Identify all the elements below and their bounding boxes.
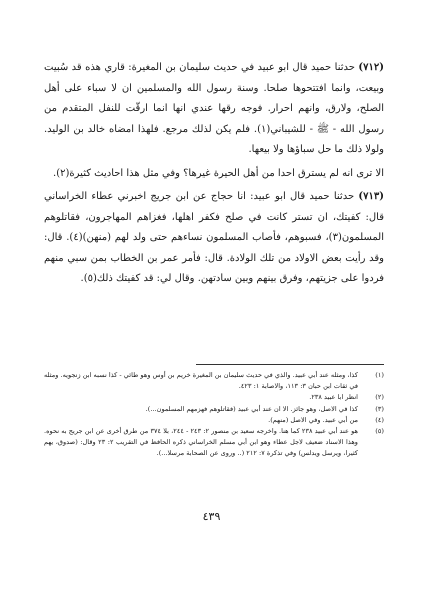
page-number: ٤٣٩ bbox=[202, 510, 221, 523]
footnote-number: (٢) bbox=[375, 393, 384, 402]
footnote-4 bbox=[44, 415, 384, 426]
footnote-2 bbox=[44, 392, 384, 403]
footnote-text: هو عند أبي عبيد ٢٣٨ كما هنا. واخرجه سعيد بن منصور ٢: ٢٤٣ - ٢٤٤، بلا ٣٧٤ من طرق أخرى عن ابن جريج به نحوه. وهذا الاسناد ضعيف لاجل عطاء وهو ابن أبي مسلم الخراساني ذكره الحافظ في التقريب ٢: ٢٣ وقال: (صدوق، يهم كثيرا، ويرسل ويدلس) وفي تذكرة ٧: ٢١٢ (.. وروى عن الصحابة مرسلا...). bbox=[44, 427, 358, 458]
footnote-number: (٣) bbox=[375, 404, 384, 413]
hadith-text: حدثنا حميد قال ابو عبيد: انا حجاج عن ابن جريج اخبرني عطاء الخراساني قال: كفيتك، ان تستر كانت في صلح فكفر اهلها، فغزاهم المهاجرون، فقاتلوهم المسلمون(٣)، فسبوهم، فأصاب المسلمون نساءهم حتى ولد لهم (منهن)(٤). قال: وقد رأيت بعض الاولاد من تلك الولادة. قال: فأمر عمر بن الخطاب بمن سبي منهم فردوا على جزيتهم، وفرق بينهم وبين سادتهن. وقال لي: قد كفيتك ذلك(٥). bbox=[44, 191, 384, 284]
hadith-text: حدثنا حميد قال ابو عبيد في حديث سليمان بن المغيرة: قاري هذه قد سُبيت وبيعت، وانما افتتحوها صلحا. وسنة رسول الله والمسلمين ان لا سباء على أهل الصلح، ولارق، وانهم احرار. فوجه رقها عندي انها انما ارقّت للنفل المتقدم من رسول الله - ﷺ - للشيباني(١). فلم يكن لذلك مرجع. فلهذا امضاه خالد بن الوليد. ولولا ذلك ما حل سباؤها ولا بيعها. bbox=[44, 62, 385, 155]
footnote-number: (٥) bbox=[375, 427, 384, 436]
hadith-number: (٧١٢) bbox=[358, 62, 384, 73]
footnote-3 bbox=[44, 404, 384, 415]
footnote-text: انظر ابا عبيد ٢٣٨. bbox=[309, 393, 358, 402]
main-text bbox=[44, 58, 384, 290]
footnote-divider bbox=[196, 364, 384, 365]
footnote-text: من أبي عبيد. وفي الاصل (منهم). bbox=[268, 415, 358, 424]
footnote-text: كذا في الاصل، وهو جائز. الا ان عند أبي عبيد (فقاتلوهم فهزمهم المسلمون...). bbox=[145, 404, 358, 413]
hadith-paragraph-continuation bbox=[44, 164, 384, 185]
footnote-5 bbox=[44, 426, 384, 460]
footnote-text: كذا، ومثله عند أبي عبيد. والذي في حديث سليمان بن المغيرة خريم بن أوس وهو طائي - كذا نسبه ابن زنجويه. ومثله في ثقات ابن حبان ٣: ١١٣، والاصابة ١: ٤٢٣. bbox=[44, 371, 358, 391]
footnote-number: (٤) bbox=[375, 415, 384, 424]
footnote-number: (١) bbox=[375, 371, 384, 379]
hadith-number: (٧١٣) bbox=[358, 191, 384, 202]
footnotes bbox=[44, 370, 384, 460]
hadith-paragraph-712 bbox=[44, 58, 384, 161]
footnote-1 bbox=[44, 370, 384, 392]
hadith-paragraph-713 bbox=[44, 187, 384, 290]
hadith-text: الا ترى انه لم يسترق احدا من أهل الحيرة غيرها؟ وفي مثل هذا احاديث كثيرة(٢). bbox=[53, 167, 384, 179]
